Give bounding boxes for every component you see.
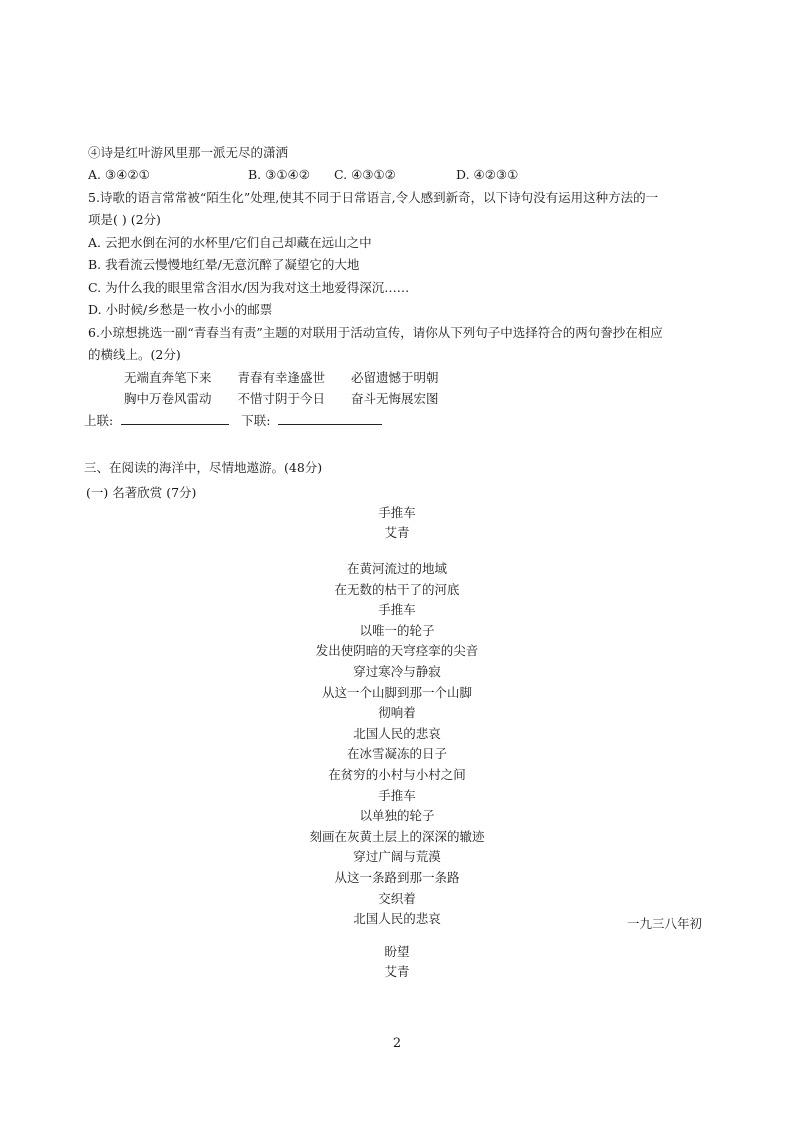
poem-line: 在冰雪凝冻的日子 (346, 746, 447, 762)
q5-stem-line2: 项是( ) (2分) (88, 212, 161, 227)
poem-2-author: 艾青 (384, 964, 410, 979)
poem-1-title: 手推车 (378, 505, 416, 520)
q4-option-c[interactable]: C. ④③①② (334, 167, 396, 182)
poem-line: 北国人民的悲哀 (353, 911, 441, 927)
q6-candidate: 不惜寸阴于今日 (237, 391, 326, 406)
lower-couplet-label: 下联: (241, 413, 271, 428)
q5-stem-line1: 5.诗歌的语言常常被“陌生化”处理,使其不同于日常语言,令人感到新奇，以下诗句没有运用这种方法的一 (88, 190, 659, 205)
lower-couplet-blank[interactable] (278, 412, 382, 425)
q6-candidate: 胸中万卷风雷动 (124, 391, 212, 406)
poem-line: 在黄河流过的地域 (346, 561, 447, 576)
poem-line: 在贫穷的小村与小村之间 (328, 766, 466, 782)
q5-option-c[interactable]: C. 为什么我的眼里常含泪水/因为我对这土地爱得深沉…… (88, 280, 410, 295)
poem-1-author: 艾青 (384, 525, 410, 540)
poem-2-title: 盼望 (384, 944, 410, 959)
poem-line: 穿过寒冷与静寂 (353, 663, 441, 679)
page-number: 2 (392, 1036, 402, 1051)
poem-line: 北国人民的悲哀 (353, 725, 441, 741)
poem-line: 从这一个山脚到那一个山脚 (321, 684, 472, 700)
q6-candidate: 青春有幸逢盛世 (237, 370, 326, 385)
poem-line: 穿过广阔与荒漠 (353, 849, 441, 865)
poem-1-date: 一九三八年初 (626, 916, 702, 931)
q5-option-b[interactable]: B. 我看流云慢慢地红晕/无意沉醉了凝望它的大地 (88, 257, 360, 272)
poem-line: 以唯一的轮子 (359, 622, 435, 638)
poem-line: 手推车 (378, 787, 416, 803)
q6-candidate: 奋斗无悔展宏图 (351, 391, 439, 406)
poem-line: 刻画在灰黄土层上的深深的辙迹 (309, 828, 485, 844)
poem-line: 彻响着 (378, 705, 416, 721)
poem-line: 交织着 (378, 890, 416, 906)
q4-option-a[interactable]: A. ③④②① (88, 167, 150, 182)
q6-stem-line2: 的横线上。(2分) (88, 347, 181, 362)
q4-option-b[interactable]: B. ③①④② (248, 167, 310, 182)
poem-line: 从这一条路到那一条路 (334, 869, 460, 885)
q6-candidate-row-1 (124, 369, 461, 387)
section-3-subheading: (一) 名著欣赏 (7分) (86, 485, 197, 500)
q4-item-4: ④诗是红叶游风里那一派无尽的潇洒 (88, 145, 289, 160)
q6-candidate: 无端直奔笔下来 (124, 370, 212, 385)
upper-couplet-label: 上联: (84, 413, 114, 428)
upper-couplet-blank[interactable] (121, 412, 229, 425)
section-3-heading: 三、在阅读的海洋中，尽情地遨游。(48分) (84, 460, 323, 475)
q5-option-d[interactable]: D. 小时候/乡愁是一枚小小的邮票 (88, 302, 273, 317)
poem-line: 手推车 (378, 602, 416, 618)
poem-line: 在无数的枯干了的河底 (334, 581, 460, 597)
q6-answer-line (84, 412, 382, 430)
poem-line: 以单独的轮子 (359, 808, 435, 824)
q5-option-a[interactable]: A. 云把水倒在河的水杯里/它们自己却藏在远山之中 (88, 235, 372, 250)
q6-stem-line1: 6.小琼想挑选一副“青春当有责”主题的对联用于活动宣传，请你从下列句子中选择符合的两句誊抄在相应 (88, 325, 663, 340)
poem-1-body (0, 559, 794, 930)
q4-option-d[interactable]: D. ④②③① (456, 167, 519, 182)
poem-line: 发出使阴暗的天穹痉挛的尖音 (315, 643, 479, 659)
q6-candidate-row-2 (124, 390, 461, 408)
q6-candidate: 必留遗憾于明朝 (351, 370, 439, 385)
